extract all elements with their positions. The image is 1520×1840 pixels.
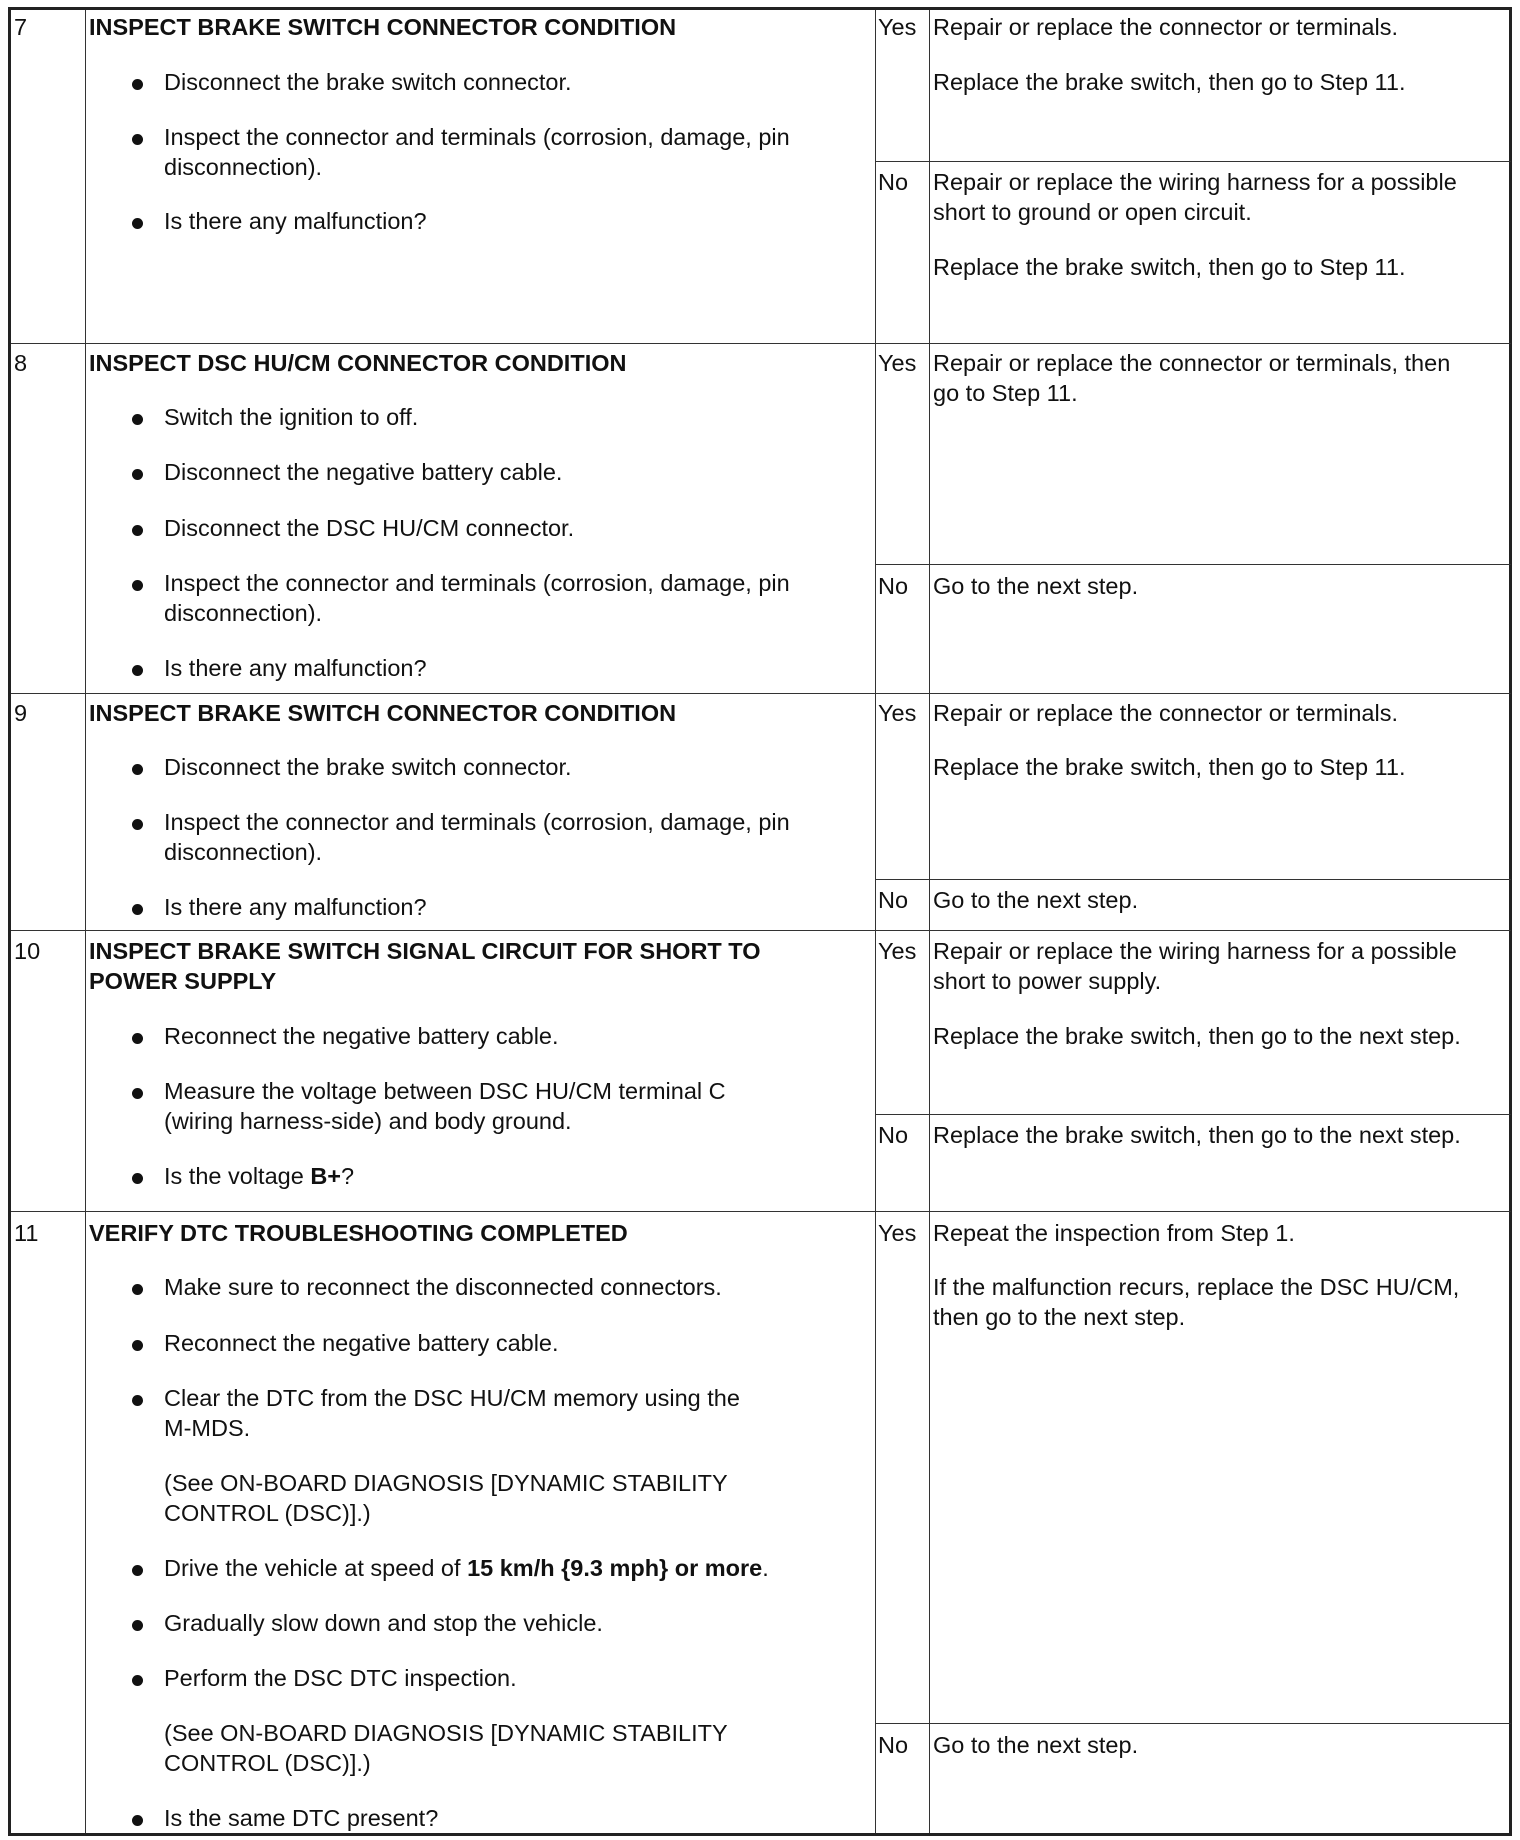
yes-label: Yes bbox=[878, 14, 917, 40]
yes-label: Yes bbox=[878, 700, 917, 726]
no-action: Replace the brake switch, then go to the next step. bbox=[933, 1122, 1461, 1148]
bullet-dot bbox=[132, 218, 143, 229]
step-instruction: Disconnect the negative battery cable. bbox=[164, 459, 563, 485]
bullet-dot bbox=[132, 1173, 143, 1184]
step-title: INSPECT BRAKE SWITCH CONNECTOR CONDITION bbox=[89, 14, 677, 40]
no-action: Go to the next step. bbox=[933, 1732, 1139, 1758]
yes-action: Replace the brake switch, then go to the next step. bbox=[933, 1023, 1461, 1049]
yes-label: Yes bbox=[878, 1220, 917, 1246]
bullet-dot bbox=[132, 1033, 143, 1044]
question-text: Is the voltage bbox=[164, 1163, 311, 1189]
step-number: 7 bbox=[14, 14, 28, 40]
step-instruction-cont: disconnection). bbox=[164, 154, 323, 180]
step-instruction: Disconnect the brake switch connector. bbox=[164, 69, 572, 95]
no-label: No bbox=[878, 887, 909, 913]
step-instruction: Reconnect the negative battery cable. bbox=[164, 1023, 559, 1049]
col-divider-action bbox=[929, 10, 930, 1833]
no-action-cont: short to ground or open circuit. bbox=[933, 199, 1252, 225]
step-number: 11 bbox=[14, 1220, 39, 1246]
yes-action-cont: go to Step 11. bbox=[933, 380, 1078, 406]
col-divider-step bbox=[85, 10, 86, 1833]
drive-period: . bbox=[762, 1555, 769, 1581]
step-title: INSPECT BRAKE SWITCH SIGNAL CIRCUIT FOR SHORT TO bbox=[89, 938, 761, 964]
bullet-dot bbox=[132, 1620, 143, 1631]
step-title: VERIFY DTC TROUBLESHOOTING COMPLETED bbox=[89, 1220, 628, 1246]
step-instruction-cont: (wiring harness-side) and body ground. bbox=[164, 1108, 572, 1134]
step-reference: (See ON-BOARD DIAGNOSIS [DYNAMIC STABILITY bbox=[164, 1720, 728, 1746]
step-instruction: Switch the ignition to off. bbox=[164, 404, 419, 430]
step-instruction: Perform the DSC DTC inspection. bbox=[164, 1665, 517, 1691]
step-reference: (See ON-BOARD DIAGNOSIS [DYNAMIC STABILITY bbox=[164, 1470, 728, 1496]
bullet-dot bbox=[132, 1675, 143, 1686]
col-divider-result bbox=[875, 10, 876, 1833]
step-instruction: Make sure to reconnect the disconnected connectors. bbox=[164, 1274, 722, 1300]
row-divider-10-11 bbox=[11, 1211, 1511, 1212]
bullet-dot bbox=[132, 79, 143, 90]
bullet-dot bbox=[132, 1565, 143, 1576]
no-action: Go to the next step. bbox=[933, 887, 1139, 913]
yes-action: Repeat the inspection from Step 1. bbox=[933, 1220, 1295, 1246]
step-question: Is there any malfunction? bbox=[164, 208, 427, 234]
step-question bbox=[164, 1161, 354, 1191]
yes-action-cont: short to power supply. bbox=[933, 968, 1162, 994]
yes-action-cont: then go to the next step. bbox=[933, 1304, 1186, 1330]
no-label: No bbox=[878, 169, 909, 195]
yes-action: Replace the brake switch, then go to Step 11. bbox=[933, 69, 1406, 95]
bullet-dot bbox=[132, 469, 143, 480]
no-action: Replace the brake switch, then go to Step 11. bbox=[933, 254, 1406, 280]
row-divider-8-9 bbox=[11, 693, 1511, 694]
question-mark: ? bbox=[341, 1163, 355, 1189]
bullet-dot bbox=[132, 1284, 143, 1295]
step-number: 10 bbox=[14, 938, 41, 964]
no-action: Repair or replace the wiring harness for a possible bbox=[933, 169, 1457, 195]
yes-action: If the malfunction recurs, replace the DSC HU/CM, bbox=[933, 1274, 1460, 1300]
step-instruction: Inspect the connector and terminals (corrosion, damage, pin bbox=[164, 809, 790, 835]
yes-no-divider-7 bbox=[875, 161, 1511, 162]
bullet-dot bbox=[132, 134, 143, 145]
bullet-dot bbox=[132, 904, 143, 915]
step-instruction-cont: disconnection). bbox=[164, 600, 323, 626]
step-instruction: Clear the DTC from the DSC HU/CM memory using the bbox=[164, 1385, 740, 1411]
bullet-dot bbox=[132, 1088, 143, 1099]
yes-no-divider-10 bbox=[875, 1114, 1511, 1115]
no-action: Go to the next step. bbox=[933, 573, 1139, 599]
bullet-dot bbox=[132, 1340, 143, 1351]
step-instruction: Reconnect the negative battery cable. bbox=[164, 1330, 559, 1356]
no-label: No bbox=[878, 573, 909, 599]
question-value: B+ bbox=[310, 1163, 342, 1189]
yes-no-divider-9 bbox=[875, 879, 1511, 880]
step-reference-cont: CONTROL (DSC)].) bbox=[164, 1750, 371, 1776]
step-instruction-cont: disconnection). bbox=[164, 839, 323, 865]
drive-speed: 15 km/h {9.3 mph} or more bbox=[467, 1555, 763, 1581]
bullet-dot bbox=[132, 1815, 143, 1826]
step-instruction-cont: M-MDS. bbox=[164, 1415, 251, 1441]
step-number: 8 bbox=[14, 350, 28, 376]
step-title-cont: POWER SUPPLY bbox=[89, 968, 277, 994]
step-reference-cont: CONTROL (DSC)].) bbox=[164, 1500, 371, 1526]
step-title: INSPECT BRAKE SWITCH CONNECTOR CONDITION bbox=[89, 700, 677, 726]
yes-no-divider-8 bbox=[875, 564, 1511, 565]
bullet-dot bbox=[132, 525, 143, 536]
step-instruction: Inspect the connector and terminals (corrosion, damage, pin bbox=[164, 124, 790, 150]
bullet-dot bbox=[132, 414, 143, 425]
step-instruction: Inspect the connector and terminals (corrosion, damage, pin bbox=[164, 570, 790, 596]
yes-label: Yes bbox=[878, 938, 917, 964]
step-instruction: Measure the voltage between DSC HU/CM terminal C bbox=[164, 1078, 726, 1104]
row-divider-7-8 bbox=[11, 343, 1511, 344]
bullet-dot bbox=[132, 819, 143, 830]
step-title: INSPECT DSC HU/CM CONNECTOR CONDITION bbox=[89, 350, 627, 376]
drive-text: Drive the vehicle at speed of bbox=[164, 1555, 468, 1581]
yes-action: Repair or replace the connector or terminals. bbox=[933, 14, 1398, 40]
step-question: Is there any malfunction? bbox=[164, 655, 427, 681]
no-label: No bbox=[878, 1732, 909, 1758]
bullet-dot bbox=[132, 1395, 143, 1406]
row-divider-9-10 bbox=[11, 930, 1511, 931]
yes-action: Repair or replace the connector or terminals. bbox=[933, 700, 1398, 726]
yes-no-divider-11 bbox=[875, 1723, 1511, 1724]
yes-action: Replace the brake switch, then go to Step 11. bbox=[933, 754, 1406, 780]
step-number: 9 bbox=[14, 700, 28, 726]
step-instruction: Disconnect the DSC HU/CM connector. bbox=[164, 515, 575, 541]
step-question: Is the same DTC present? bbox=[164, 1805, 439, 1831]
yes-action: Repair or replace the connector or terminals, then bbox=[933, 350, 1451, 376]
yes-action: Repair or replace the wiring harness for a possible bbox=[933, 938, 1457, 964]
bullet-dot bbox=[132, 764, 143, 775]
step-question: Is there any malfunction? bbox=[164, 894, 427, 920]
step-instruction: Gradually slow down and stop the vehicle. bbox=[164, 1610, 603, 1636]
bullet-dot bbox=[132, 580, 143, 591]
step-instruction: Disconnect the brake switch connector. bbox=[164, 754, 572, 780]
bullet-dot bbox=[132, 665, 143, 676]
no-label: No bbox=[878, 1122, 909, 1148]
yes-label: Yes bbox=[878, 350, 917, 376]
step-instruction bbox=[164, 1553, 769, 1583]
